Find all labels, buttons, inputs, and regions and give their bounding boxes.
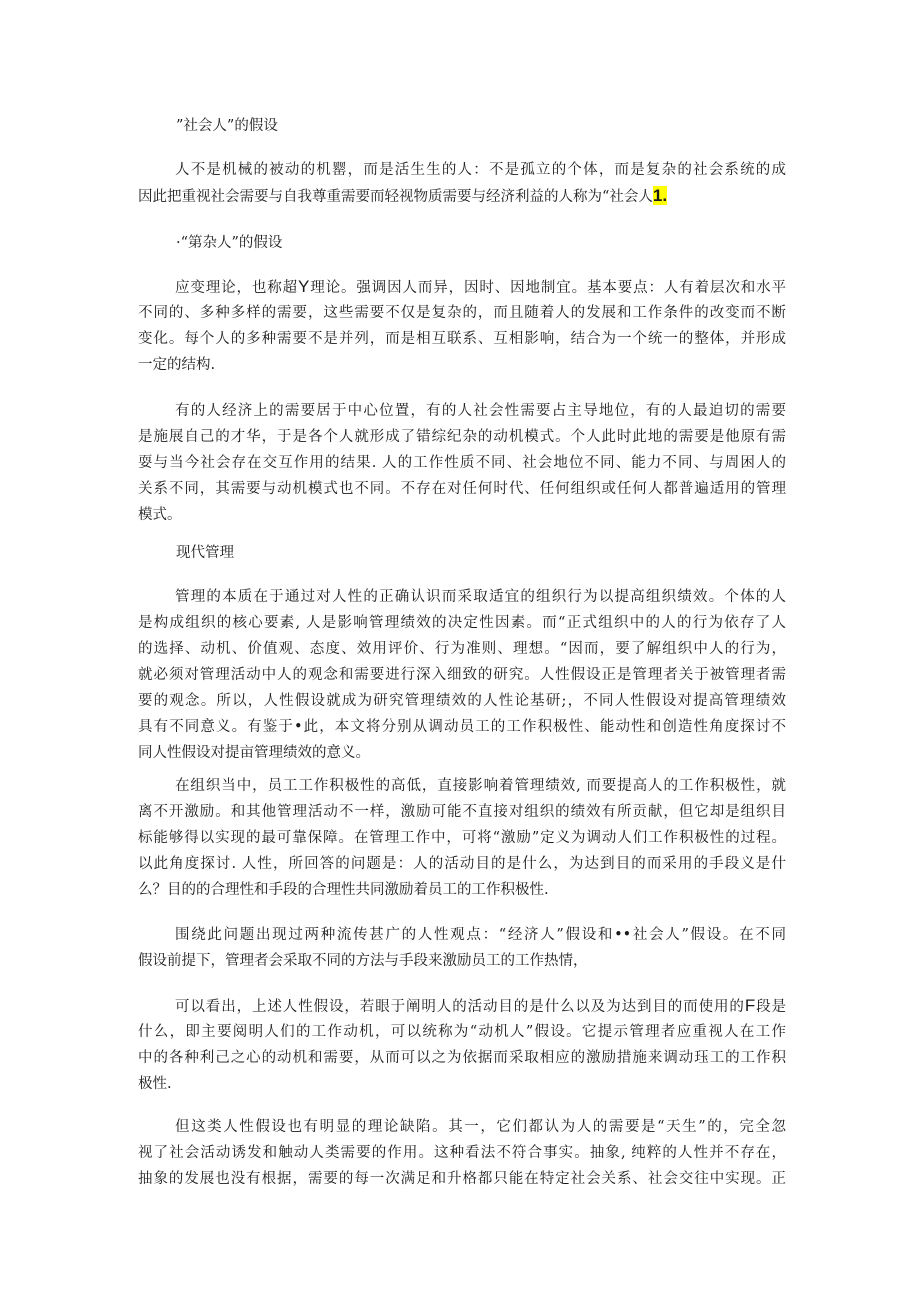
text-line: 中的各种利己之心的动机和需要，从而可以之为依据而采取相应的激励措施来调动珏工的工作积 <box>138 1050 786 1066</box>
text-line: 但这类人性假设也有明显的理论缺陷。其一，它们都认为人的需要是“天生”的，完全忽 <box>175 1119 786 1135</box>
text-line: 关系不同，其需要与动机模式也不同。不存在对任何时代、任何组织或任何人都普遍适用的管理 <box>138 481 786 497</box>
text-segment: 应变理论，也称超 <box>175 280 299 296</box>
text-line <box>138 274 786 300</box>
paragraph-modern-2 <box>138 773 786 903</box>
text-line: 具有不同意义。有鉴于•此，本文将分别从调动员工的工作积极性、能动性和创造性角度探讨不 <box>138 719 786 735</box>
text-line: 就必须对管理活动中人的观念和需要进行深入细致的研究。人性假设正是管理者关于被管理者需 <box>138 667 786 683</box>
text-segment: 因此把重视社会需要与自我尊重需要而轻视物质需要与经济利益的人称为“社会人 <box>138 189 653 205</box>
text-line: 假设前提下，管理者会采取不同的方法与手段来激励员工的工作热情， <box>138 953 588 969</box>
paragraph-complex-man-2 <box>138 398 786 528</box>
text-line: 耍与当今社会存在交互作用的结果. 人的工作性质不同、社会地位不同、能力不同、与周困人的 <box>138 455 786 471</box>
paragraph-complex-man-1 <box>138 274 786 378</box>
text-line: 标能够得以实现的最可靠保障。在管理工作中，可将“激励”定义为调动人们工作积极性的过程。 <box>138 830 786 846</box>
text-line: 离不开激励。和其他管理活动不一样，激励可能不直接对组织的绩效有所贡献，但它却是组织目 <box>138 804 786 820</box>
text-line: 不同的、多种多样的需要，这些需要不仅是复杂的，而且随着人的发展和工作条件的改变而不断 <box>138 305 786 321</box>
text-line: 抽象的发展也没有根据，需要的每一次满足和升格都只能在特定社会关系、社会交往中实现。正 <box>138 1171 786 1187</box>
text-line: 要的观念。所以，人性假设就成为研究管理绩效的人性论基研;，不同人性假设对提高管理绩效 <box>138 693 786 709</box>
text-line: 人不是机械的被动的机罂，而是活生生的人：不是孤立的个体，而是复杂的社会系统的成 <box>175 162 786 178</box>
text-segment: F <box>744 996 756 1015</box>
text-line: 有的人经济上的需要居于中心位置，有的人社会性需要占主导地位，有的人最迫切的需要 <box>175 403 786 419</box>
text-line: 以此角度探讨. 人性，所回答的问题是：人的活动目的是什么，为达到目的而采用的手段义是什 <box>138 856 786 872</box>
text-line: 么？目的的合理性和手段的合理性共同激励着员工的工作积极性. <box>138 882 549 898</box>
text-line: 是施展自己的才华，于是各个人就形成了错综纪杂的动机模式。个人此时此地的需要是他原有需 <box>138 429 786 445</box>
text-segment: 理论。强调因人而异，因时、因地制宜。基本要点：人有着层次和水平 <box>309 280 786 296</box>
text-line: 极性. <box>138 1076 172 1092</box>
text-line: 是构成组织的核心要素, 人是影响管理绩效的决定性因素。而“正式组织中的人的行为依存了人 <box>138 615 786 631</box>
text-line: 在组织当中，员工工作积极性的高低，直接影响着管理绩效, 而要提高人的工作积极性，就 <box>175 778 786 794</box>
text-line: 模式。 <box>138 507 182 523</box>
highlighted-text: 1. <box>652 186 668 205</box>
text-line: 什么，即主要阅明人们的工作动机，可以统称为“动机人”假设。它提示管理者应重视人在工作 <box>138 1024 786 1040</box>
text-line <box>138 183 786 209</box>
heading-complex-man: ·“第杂人”的假设 <box>176 235 283 251</box>
paragraph-modern-5 <box>138 1114 786 1192</box>
text-line: 管理的本质在于通过对人性的正确认识而采取适宜的组织行为以提高组织绩效。个体的人 <box>175 589 786 605</box>
text-line: 的选择、动机、价值观、态度、效用评价、行为准则、理想。“因而，要了解组织中人的行为， <box>138 641 786 657</box>
paragraph-modern-3 <box>138 922 786 974</box>
heading-modern-management: 现代管理 <box>176 545 234 561</box>
text-line: 视了社会活动诱发和触动人类需要的作用。这种看法不符合事实。抽象, 纯粹的人性并不存在， <box>138 1145 786 1161</box>
text-line: 围绕此问题出现过两种流传甚广的人性观点：“经济人”假设和••社会人”假设。在不同 <box>175 927 786 943</box>
paragraph-modern-1 <box>138 584 786 766</box>
heading-social-man: ”社会人”的假设 <box>176 118 278 134</box>
text-segment: 可以看出，上述人性假设，若眼于阐明人的活动目的是什么以及为达到目的而使用的 <box>175 999 745 1015</box>
paragraph-social-man <box>138 157 786 209</box>
text-line: 变化。每个人的多种需要不是并列，而是相互联系、互相影响，结合为一个统一的整体，并形成 <box>138 331 786 347</box>
text-line: 同人性假设对提亩管理绩效的意义。 <box>138 745 370 761</box>
text-line <box>138 993 786 1019</box>
text-segment: 段是 <box>755 999 786 1015</box>
text-line: 一定的结构. <box>138 357 216 373</box>
text-segment: Y <box>298 277 310 296</box>
paragraph-modern-4 <box>138 993 786 1097</box>
